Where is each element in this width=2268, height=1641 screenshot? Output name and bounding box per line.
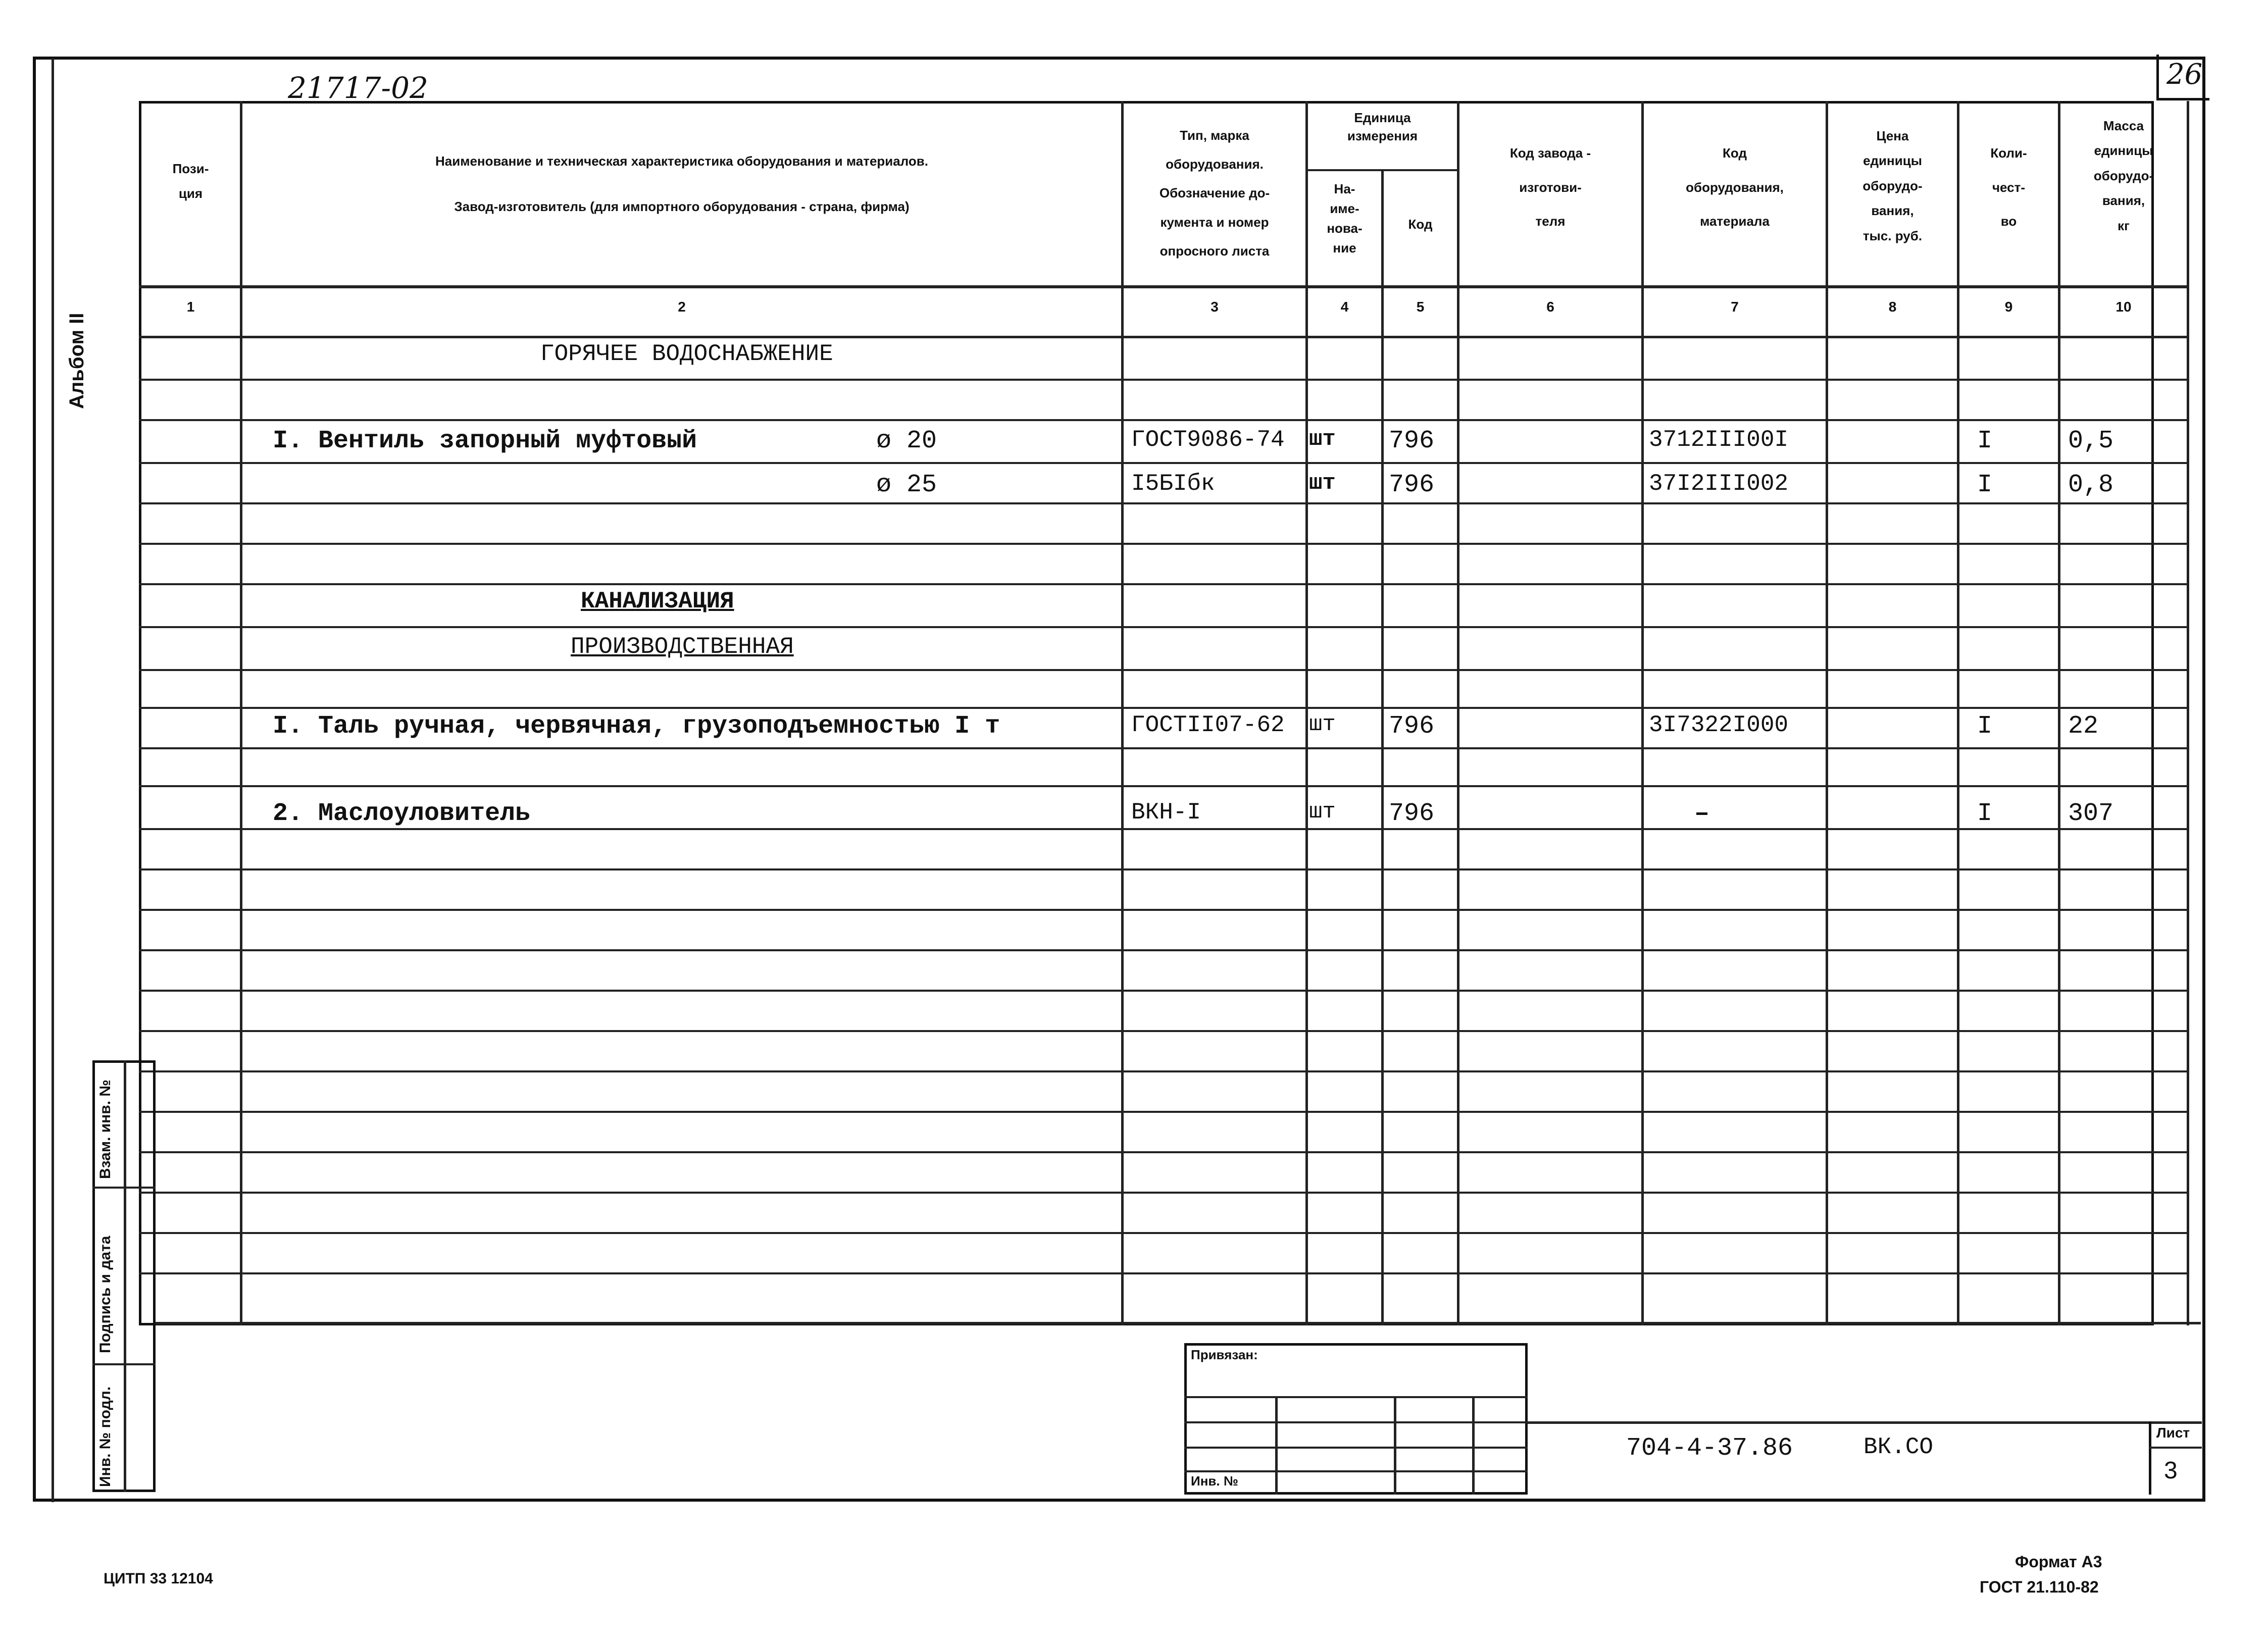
colnum-3: 3 bbox=[1211, 299, 1219, 315]
row-unit-code: 796 bbox=[1389, 427, 1435, 455]
colnum-1: 1 bbox=[186, 299, 195, 315]
handwritten-reference: 21717-02 bbox=[288, 71, 428, 105]
table-row-line bbox=[139, 1030, 2187, 1032]
row-equip-code: 3712III00I bbox=[1649, 427, 1789, 453]
attached-line bbox=[1184, 1447, 1528, 1449]
row-equip-code: – bbox=[1694, 799, 1710, 828]
corner-sheet-number: 26 bbox=[2166, 58, 2203, 91]
footer-format: Формат А3 bbox=[2015, 1553, 2102, 1571]
col-line bbox=[1457, 101, 1459, 1325]
row-type: ВКН-I bbox=[1131, 799, 1201, 826]
row-qty: I bbox=[1977, 471, 1993, 499]
colnum-6: 6 bbox=[1546, 299, 1554, 315]
table-row-line bbox=[139, 747, 2187, 749]
table-row-line bbox=[139, 502, 2187, 504]
attached-label: Привязан: bbox=[1191, 1347, 1258, 1362]
header-unit-code: Код bbox=[1408, 217, 1433, 232]
row-mass: 0,8 bbox=[2068, 471, 2114, 499]
row-qty: I bbox=[1977, 799, 1993, 828]
attached-col bbox=[1472, 1396, 1475, 1495]
table-row-line bbox=[139, 462, 2187, 464]
table-row-line bbox=[139, 828, 2187, 830]
colnum-10: 10 bbox=[2115, 299, 2132, 315]
table-row-line bbox=[139, 1111, 2187, 1113]
footer-gost: ГОСТ 21.110-82 bbox=[1980, 1578, 2099, 1596]
row-type: ГОСТII07-62 bbox=[1131, 712, 1285, 738]
row-qty: I bbox=[1977, 712, 1993, 741]
attached-col bbox=[1394, 1396, 1396, 1495]
section-sewer-line1: КАНАЛИЗАЦИЯ bbox=[581, 588, 734, 614]
col-line bbox=[2058, 101, 2060, 1325]
header-price: Цена единицы оборудо- вания, тыс. руб. bbox=[1862, 128, 1923, 243]
document-code: 704-4-37.86 bbox=[1626, 1434, 1793, 1463]
header-name-line2: Завод-изготовитель (для импортного оборудования - страна, фирма) bbox=[454, 199, 910, 214]
section-hot-water: ГОРЯЧЕЕ ВОДОСНАБЖЕНИЕ bbox=[540, 341, 833, 367]
side-stamp-divider bbox=[124, 1060, 126, 1492]
row-size: ø 25 bbox=[876, 471, 937, 499]
frame-left-line bbox=[52, 58, 54, 1502]
header-quantity: Коли- чест- во bbox=[1990, 145, 2027, 229]
table-row-line bbox=[139, 1192, 2187, 1194]
colnum-bottom-line bbox=[139, 336, 2187, 338]
row-unit: шт bbox=[1309, 471, 1336, 496]
header-type: Тип, марка оборудования. Обозначение до- кумента и номер опросного листа bbox=[1159, 128, 1270, 259]
col-line bbox=[240, 101, 242, 1325]
row-mass: 0,5 bbox=[2068, 427, 2114, 455]
col-line bbox=[1641, 101, 1644, 1325]
header-bottom-line bbox=[139, 285, 2187, 288]
table-row-line bbox=[139, 1070, 2187, 1072]
title-main-line bbox=[1528, 1421, 2202, 1424]
header-unit-name: На- име- нова- ние bbox=[1327, 181, 1363, 255]
row-type: ГОСТ9086-74 bbox=[1131, 427, 1285, 453]
col-line bbox=[1121, 101, 1124, 1325]
colnum-9: 9 bbox=[2004, 299, 2013, 315]
colnum-7: 7 bbox=[1731, 299, 1739, 315]
sheet-number: 3 bbox=[2164, 1457, 2178, 1484]
side-stamp-original-inv: Инв. № подл. bbox=[97, 1386, 114, 1487]
attached-line bbox=[1184, 1421, 1528, 1423]
row-unit: шт bbox=[1309, 799, 1336, 825]
row-equip-code: 37I2III002 bbox=[1649, 471, 1789, 497]
unit-subheader-line bbox=[1305, 169, 1457, 171]
header-equip-code: Код оборудования, материала bbox=[1686, 145, 1784, 229]
table-row-line bbox=[139, 543, 2187, 545]
row-unit: шт bbox=[1309, 712, 1336, 737]
row-name: I. Вентиль запорный муфтовый bbox=[273, 427, 697, 455]
table-row-line bbox=[139, 669, 2187, 671]
side-stamp-signature-date: Подпись и дата bbox=[97, 1236, 114, 1353]
sheet-box-line bbox=[2149, 1447, 2202, 1449]
table-row-line bbox=[139, 583, 2187, 585]
col-line bbox=[1305, 101, 1308, 1325]
document-mark: ВК.СО bbox=[1863, 1434, 1934, 1460]
side-stamp-line bbox=[92, 1187, 156, 1189]
table-row-line bbox=[139, 1232, 2187, 1234]
col-line bbox=[1826, 101, 1828, 1325]
colnum-4: 4 bbox=[1340, 299, 1349, 315]
colnum-2: 2 bbox=[678, 299, 686, 315]
row-unit: шт bbox=[1309, 427, 1336, 452]
row-qty: I bbox=[1977, 427, 1993, 455]
table-row-line bbox=[139, 785, 2187, 787]
side-stamp-replace-inv: Взам. инв. № bbox=[97, 1080, 114, 1179]
row-mass: 307 bbox=[2068, 799, 2114, 828]
table-row-line bbox=[139, 1272, 2187, 1274]
title-block-top-line bbox=[156, 1322, 2201, 1324]
header-name-line1: Наименование и техническая характеристика оборудования и материалов. bbox=[435, 153, 928, 169]
table-row-line bbox=[139, 379, 2187, 381]
row-unit-code: 796 bbox=[1389, 471, 1435, 499]
row-name: 2. Маслоуловитель bbox=[273, 799, 531, 828]
table-row-line bbox=[139, 909, 2187, 911]
footer-org-code: ЦИТП 33 12104 bbox=[104, 1570, 213, 1587]
row-unit-code: 796 bbox=[1389, 712, 1435, 741]
row-equip-code: 3I7322I000 bbox=[1649, 712, 1789, 738]
col-line bbox=[2187, 101, 2189, 1325]
side-stamp-line bbox=[92, 1363, 156, 1365]
table-row-line bbox=[139, 868, 2187, 870]
attached-line bbox=[1184, 1396, 1528, 1398]
attached-col bbox=[1275, 1396, 1278, 1495]
table-row-line bbox=[139, 419, 2187, 421]
table-row-line bbox=[139, 626, 2187, 628]
table-row-line bbox=[139, 707, 2187, 709]
colnum-8: 8 bbox=[1888, 299, 1897, 315]
table-row-line bbox=[139, 1151, 2187, 1153]
row-size: ø 20 bbox=[876, 427, 937, 455]
header-position: Пози- ция bbox=[172, 161, 209, 201]
colnum-5: 5 bbox=[1416, 299, 1425, 315]
attached-line bbox=[1184, 1470, 1528, 1472]
row-name: I. Таль ручная, червячная, грузоподъемностью I т bbox=[273, 712, 1000, 741]
col-line bbox=[1957, 101, 1959, 1325]
table-row-line bbox=[139, 990, 2187, 992]
row-unit-code: 796 bbox=[1389, 799, 1435, 828]
sheet-label: Лист bbox=[2156, 1425, 2190, 1441]
header-plant-code: Код завода - изготови- теля bbox=[1509, 145, 1591, 229]
row-type: I5БIбк bbox=[1131, 471, 1215, 497]
table-row-line bbox=[139, 949, 2187, 951]
section-sewer-line2: ПРОИЗВОДСТВЕННАЯ bbox=[571, 634, 794, 660]
inv-no-label: Инв. № bbox=[1191, 1473, 1238, 1489]
row-mass: 22 bbox=[2068, 712, 2099, 741]
album-label: Альбом II bbox=[66, 313, 88, 409]
header-unit-group: Единица измерения bbox=[1347, 110, 1418, 144]
header-mass: Масса единицы оборудо- вания, кг bbox=[2093, 118, 2154, 233]
